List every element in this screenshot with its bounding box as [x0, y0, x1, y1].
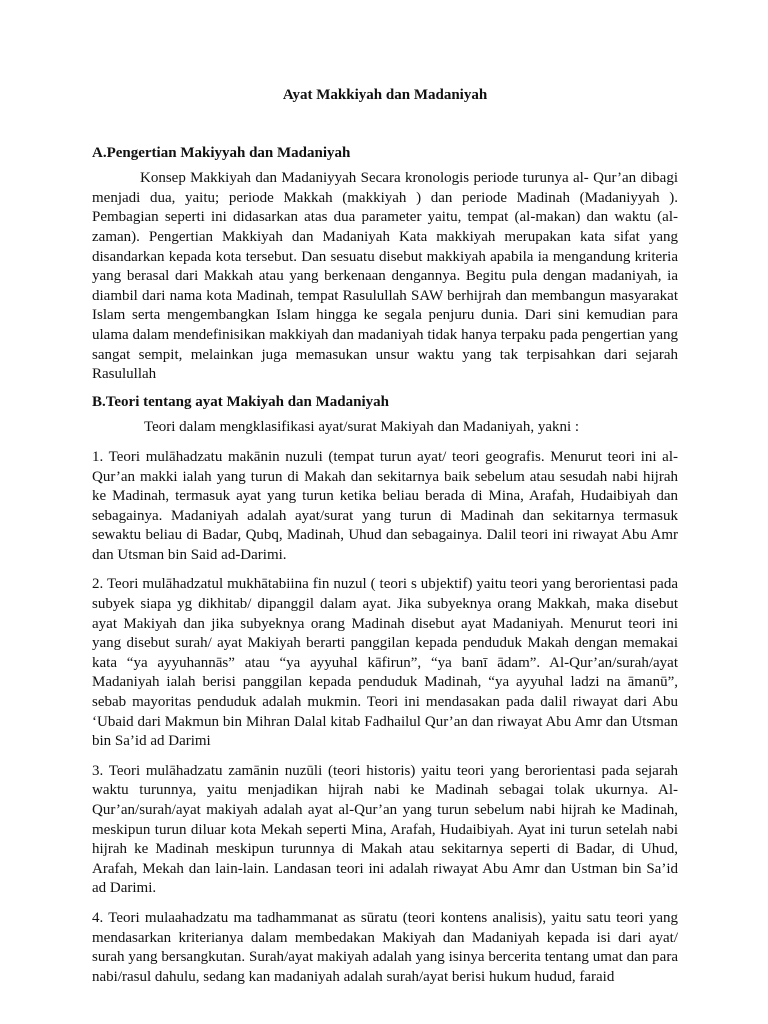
section-a-paragraph: Konsep Makkiyah dan Madaniyyah Secara kronologis periode turunya al- Qur’an dibagi menjadi dua, yaitu; periode Makkah (makkiyah ) dan periode Madinah (Madaniyyah ). Pembagian seperti ini didasarkan atas dua parameter yaitu, tempat (al-makan) dan waktu (al-zaman). Pengertian Makkiyah dan Madaniyah Kata makkiyah merupakan kata sifat yang disandarkan kepada kota tersebut. Dan sesuatu disebut makkiyah apabila ia mengandung kriteria yang berasal dari Makkah atau yang berkenaan dengannya. Begitu pula dengan madaniyah, ia diambil dari nama kota Madinah, tempat Rasulullah SAW berhijrah dan membangun masyarakat Islam serta mengembangkan Islam hingga ke segala penjuru dunia. Dari sini kemudian para ulama dalam mendefinisikan makkiyah dan madaniyah tidak hanya terpaku pada pengertian yang sangat sempit, melainkan juga memasukan unsur waktu yang tak terpisahkan dari sejarah Rasulullah	[92, 170, 678, 383]
theory-item-3: 3. Teori mulāhadzatu zamānin nuzūli (teori historis) yaitu teori yang berorientasi pada sejarah waktu turunnya, yaitu menjadikan hijrah nabi ke Madinah sebagai tolak ukurnya. Al-Qur’an/surah/ayat makiyah adalah ayat al-Qur’an yang turun sebelum nabi hijrah ke Madinah, meskipun turun diluar kota Mekah seperti Mina, Arafah, Hudaibiyah. Ayat ini turun setelah nabi hijrah ke Madinah meskipun turunnya di Makah atau sekitarnya seperti di Badar, di Uhud, Arafah, Mekah dan lain-lain. Landasan teori ini adalah riwayat Abu Amr dan Ustman bin Sa’id ad Darimi.	[92, 762, 678, 897]
theory-item-2: 2. Teori mulāhadzatul mukhātabiina fin nuzul ( teori s ubjektif) yaitu teori yang berorientasi pada subyek siapa yg dikhitab/ dipanggil dalam ayat. Jika subyeknya orang Makkah, maka disebut ayat Makiyah dan jika subyeknya orang Madinah disebut ayat Madaniyah. Menurut teori ini yang disebut surah/ ayat Makiyah berarti panggilan kepada penduduk Makah dengan memakai kata “ya ayyuhannās” atau “ya ayyuhal kāfirun”, “ya banī ādam”. Al-Qur’an/surah/ayat Madaniyah ialah berisi panggilan kepada penduduk Madinah, “ya ayyuhal ladzi na āmanū”, sebab mayoritas penduduk adalah mukmin. Teori ini mendasakan pada dalil riwayat dari Abu ‘Ubaid dari Makmun bin Mihran Dalal kitab Fadhailul Qur’an dan riwayat Abu Amr dan Utsman bin Sa’id ad Darimi	[92, 576, 678, 750]
theory-item-4: 4. Teori mulaahadzatu ma tadhammanat as sūratu (teori kontens analisis), yaitu satu teori yang mendasarkan kriterianya dalam membedakan Makiyah dan Madaniyah kepada isi dari ayat/ surah yang bersangkutan. Surah/ayat makiyah adalah yang isinya bercerita tentang umat dan para nabi/rasul dahulu, sedang kan madaniyah adalah surah/ayat berisi hukum hudud, faraid	[92, 909, 678, 985]
document-title: Ayat Makkiyah dan Madaniyah	[282, 87, 488, 103]
section-b-intro: Teori dalam mengklasifikasi ayat/surat Makiyah dan Madaniyah, yakni :	[144, 419, 580, 436]
section-b-heading: B.Teori tentang ayat Makiyah dan Madaniyah	[92, 393, 389, 410]
section-a-heading: A.Pengertian Makiyyah dan Madaniyah	[92, 144, 351, 161]
theory-item-1: 1. Teori mulāhadzatu makānin nuzuli (tempat turun ayat/ teori geografis. Menurut teori ini al-Qur’an makki ialah yang turun di Makah dan sekitarnya baik sebelum atau sesudah nabi hijrah ke Madinah, termasuk ayat yang turun ketika beliau berada di Mina, Arafah, Hudaibiyah dan sebagainya. Madaniyah adalah ayat/surat yang turun di Madinah dan sekitarnya termasuk sewaktu beliau di Badar, Qubq, Madinah, Uhud dan sebagainya. Dalil teori ini riwayat Abu Amr dan Utsman bin Said ad-Darimi.	[92, 448, 678, 563]
